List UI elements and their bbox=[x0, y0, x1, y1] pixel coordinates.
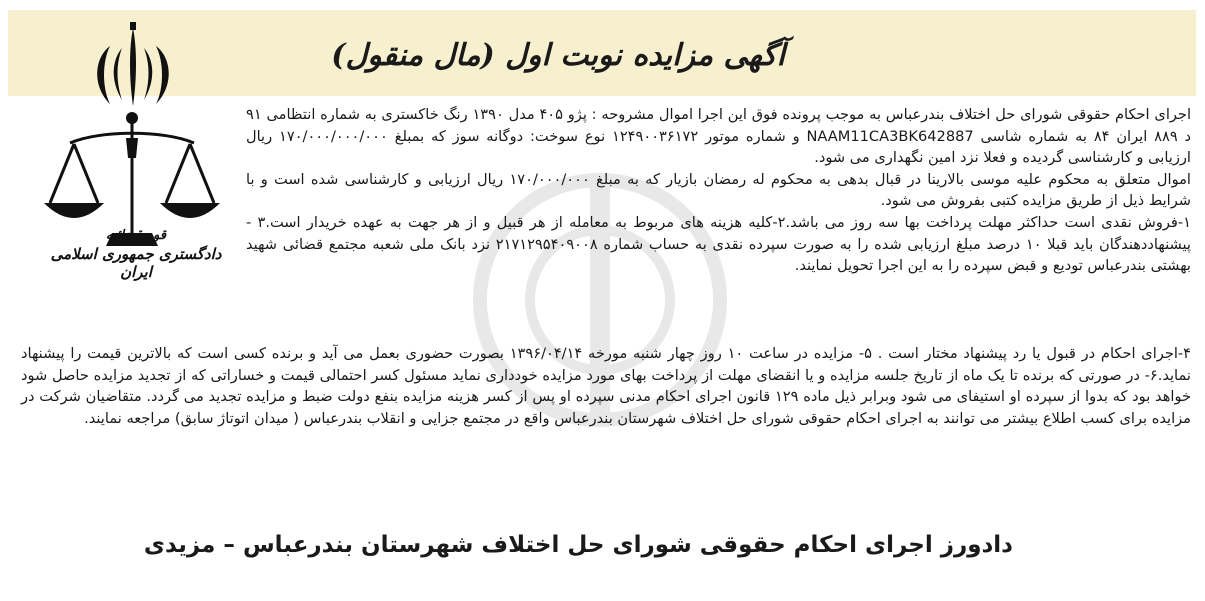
paragraph-1: اجرای احکام حقوقی شورای حل اختلاف بندرعباس به موجب پرونده فوق این اجرا اموال مشروحه : پژو ۴۰۵ مدل ۱۳۹۰ رنگ خاکستری به شماره انتظامی ۹۱ د ۸۸۹ ایران ۸۴ به شماره شاسی NAAM11CA3BK642887 و شماره موتور ۱۲۴۹۰۰۳۶۱۷۲ نوع سوخت: دوگانه سوز که بمبلغ ۱۷۰/۰۰۰/۰۰۰/۰۰۰ ریال ارزیابی و کارشناسی گردیده و فعلا نزد امین نگهداری می شود. bbox=[246, 106, 1191, 167]
emblem-caption bbox=[36, 228, 236, 281]
notice-body-lower bbox=[21, 343, 1191, 429]
notice-body-upper bbox=[246, 104, 1191, 277]
paragraph-3: ۱-فروش نقدی است حداکثر مهلت پرداخت بها سه روز می باشد.۲-کلیه هزینه های مربوط به معامله از هر قبیل و از هر جهت به عهده خریدار است.۳ - پیشنهاددهندگان باید قبلا ۱۰ درصد مبلغ ارزیابی شده را به صورت سپرده نقدی به حساب شماره ۲۱۷۱۲۹۵۴۰۹۰۰۸ نزد بانک ملی شعبه مجتمع قضائی شهید بهشتی بندرعباس تودیع و قبض سپرده را به این اجرا تحویل نمایند. bbox=[246, 213, 1192, 275]
paragraph-4: ۴-اجرای احکام در قبول یا رد پیشنهاد مختار است . ۵- مزایده در ساعت ۱۰ روز چهار شنبه مورخه ۱۳۹۶/۰۴/۱۴ بصورت حضوری بعمل می آید و برنده کسی است که بالاترین قیمت را پیشنهاد نماید.۶- در صورتی که برنده تا یک ماه از تاریخ جلسه مزایده و یا انقضای مهلت از پرداخت بهای مورد مزایده خودداری نماید مسئول کسر احتمالی قیمت و خساراتی که از تجدید مزایده حاصل شود خواهد بود که بدوا از سپرده او استیفای می شود وبرابر ذیل ماده ۱۲۹ قانون اجرای احکام مدنی سپرده او پس از کسر هزینه مزایده بنفع دولت ضبط و مزایده تجدید می گردد. متقاضیان شرکت در مزایده برای کسب اطلاع بیشتر می توانند به اجرای احکام حقوقی شورای حل اختلاف شهرستان بندرعباس واقع در مجتمع جزایی و انقلاب بندرعباس ( میدان اتوتاژ سابق) مراجعه نمایند. bbox=[21, 345, 1192, 427]
notice-title: آگهی مزایده نوبت اول (مال منقول) bbox=[331, 38, 785, 73]
emblem-caption-line2: دادگستری جمهوری اسلامی ایران bbox=[50, 245, 222, 281]
emblem-caption-line1: قوه قضائیه bbox=[105, 228, 167, 243]
signature-line: دادورز اجرای احکام حقوقی شورای حل اختلاف شهرستان بندرعباس – مزیدی bbox=[143, 532, 1013, 558]
paragraph-2: اموال متعلق به محکوم علیه موسی بالارینا در قبال بدهی به محکوم له رمضان بازیار که به مبلغ ۱۷۰/۰۰۰/۰۰۰ ریال ارزیابی و کارشناسی شده است و با شرایط ذیل از طریق مزایده کتبی بفروش می شود. bbox=[246, 170, 1191, 210]
